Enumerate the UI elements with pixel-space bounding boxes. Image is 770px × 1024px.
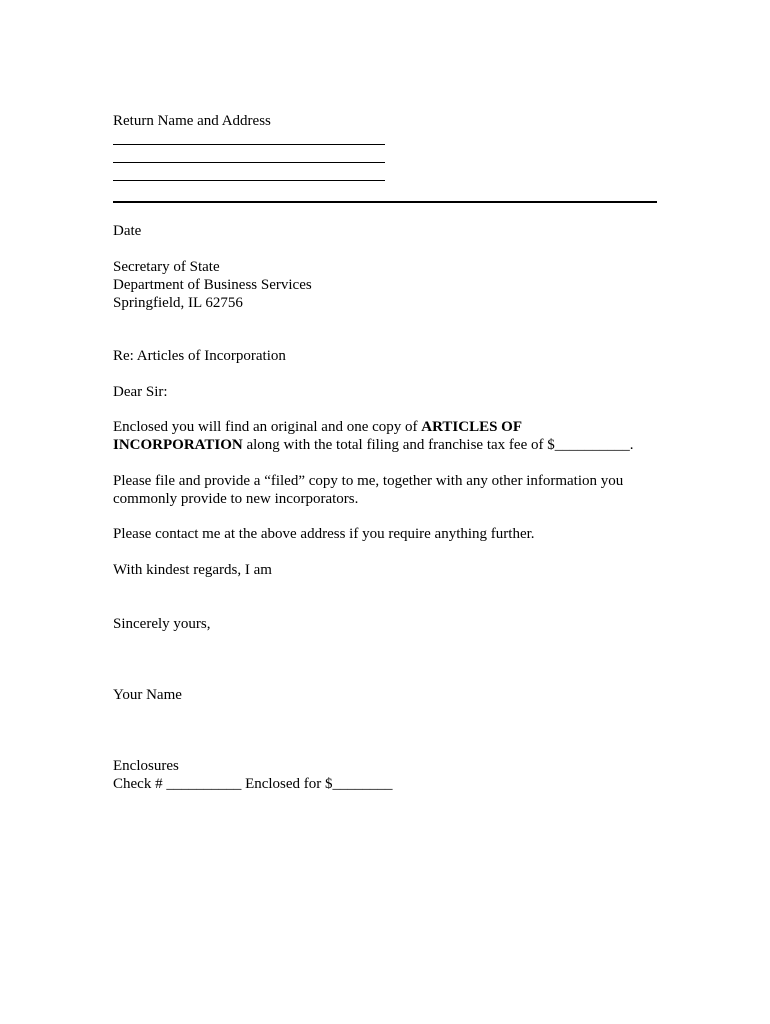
para1-text-2: along with the total filing and franchise tax fee of $__________. (242, 437, 634, 453)
signature-name: Your Name (113, 687, 182, 703)
para1-line2 (113, 436, 633, 454)
address-blank-line-2[interactable] (113, 162, 385, 163)
para3: Please contact me at the above address if you require anything further. (113, 526, 535, 542)
address-blank-line-1[interactable] (113, 144, 385, 145)
recipient-line-2: Department of Business Services (113, 277, 312, 293)
para2-line1: Please file and provide a “filed” copy to me, together with any other information you (113, 473, 624, 489)
enclosures-label: Enclosures (113, 758, 179, 774)
recipient-line-1: Secretary of State (113, 259, 220, 275)
sign-off: Sincerely yours, (113, 616, 211, 632)
date-label: Date (113, 223, 142, 239)
para1-line1 (113, 418, 522, 436)
check-line: Check # __________ Enclosed for $________ (113, 776, 393, 792)
header-divider (113, 201, 657, 203)
para1-bold-2: INCORPORATION (113, 437, 243, 453)
recipient-line-3: Springfield, IL 62756 (113, 295, 243, 311)
para1-text-1: Enclosed you will find an original and one copy of (113, 419, 422, 435)
return-address-label: Return Name and Address (113, 113, 271, 129)
para1-bold-1: ARTICLES OF (421, 419, 523, 435)
salutation: Dear Sir: (113, 384, 168, 400)
para2-line2: commonly provide to new incorporators. (113, 491, 359, 507)
subject-line: Re: Articles of Incorporation (113, 348, 286, 364)
closing-line: With kindest regards, I am (113, 562, 272, 578)
address-blank-line-3[interactable] (113, 180, 385, 181)
